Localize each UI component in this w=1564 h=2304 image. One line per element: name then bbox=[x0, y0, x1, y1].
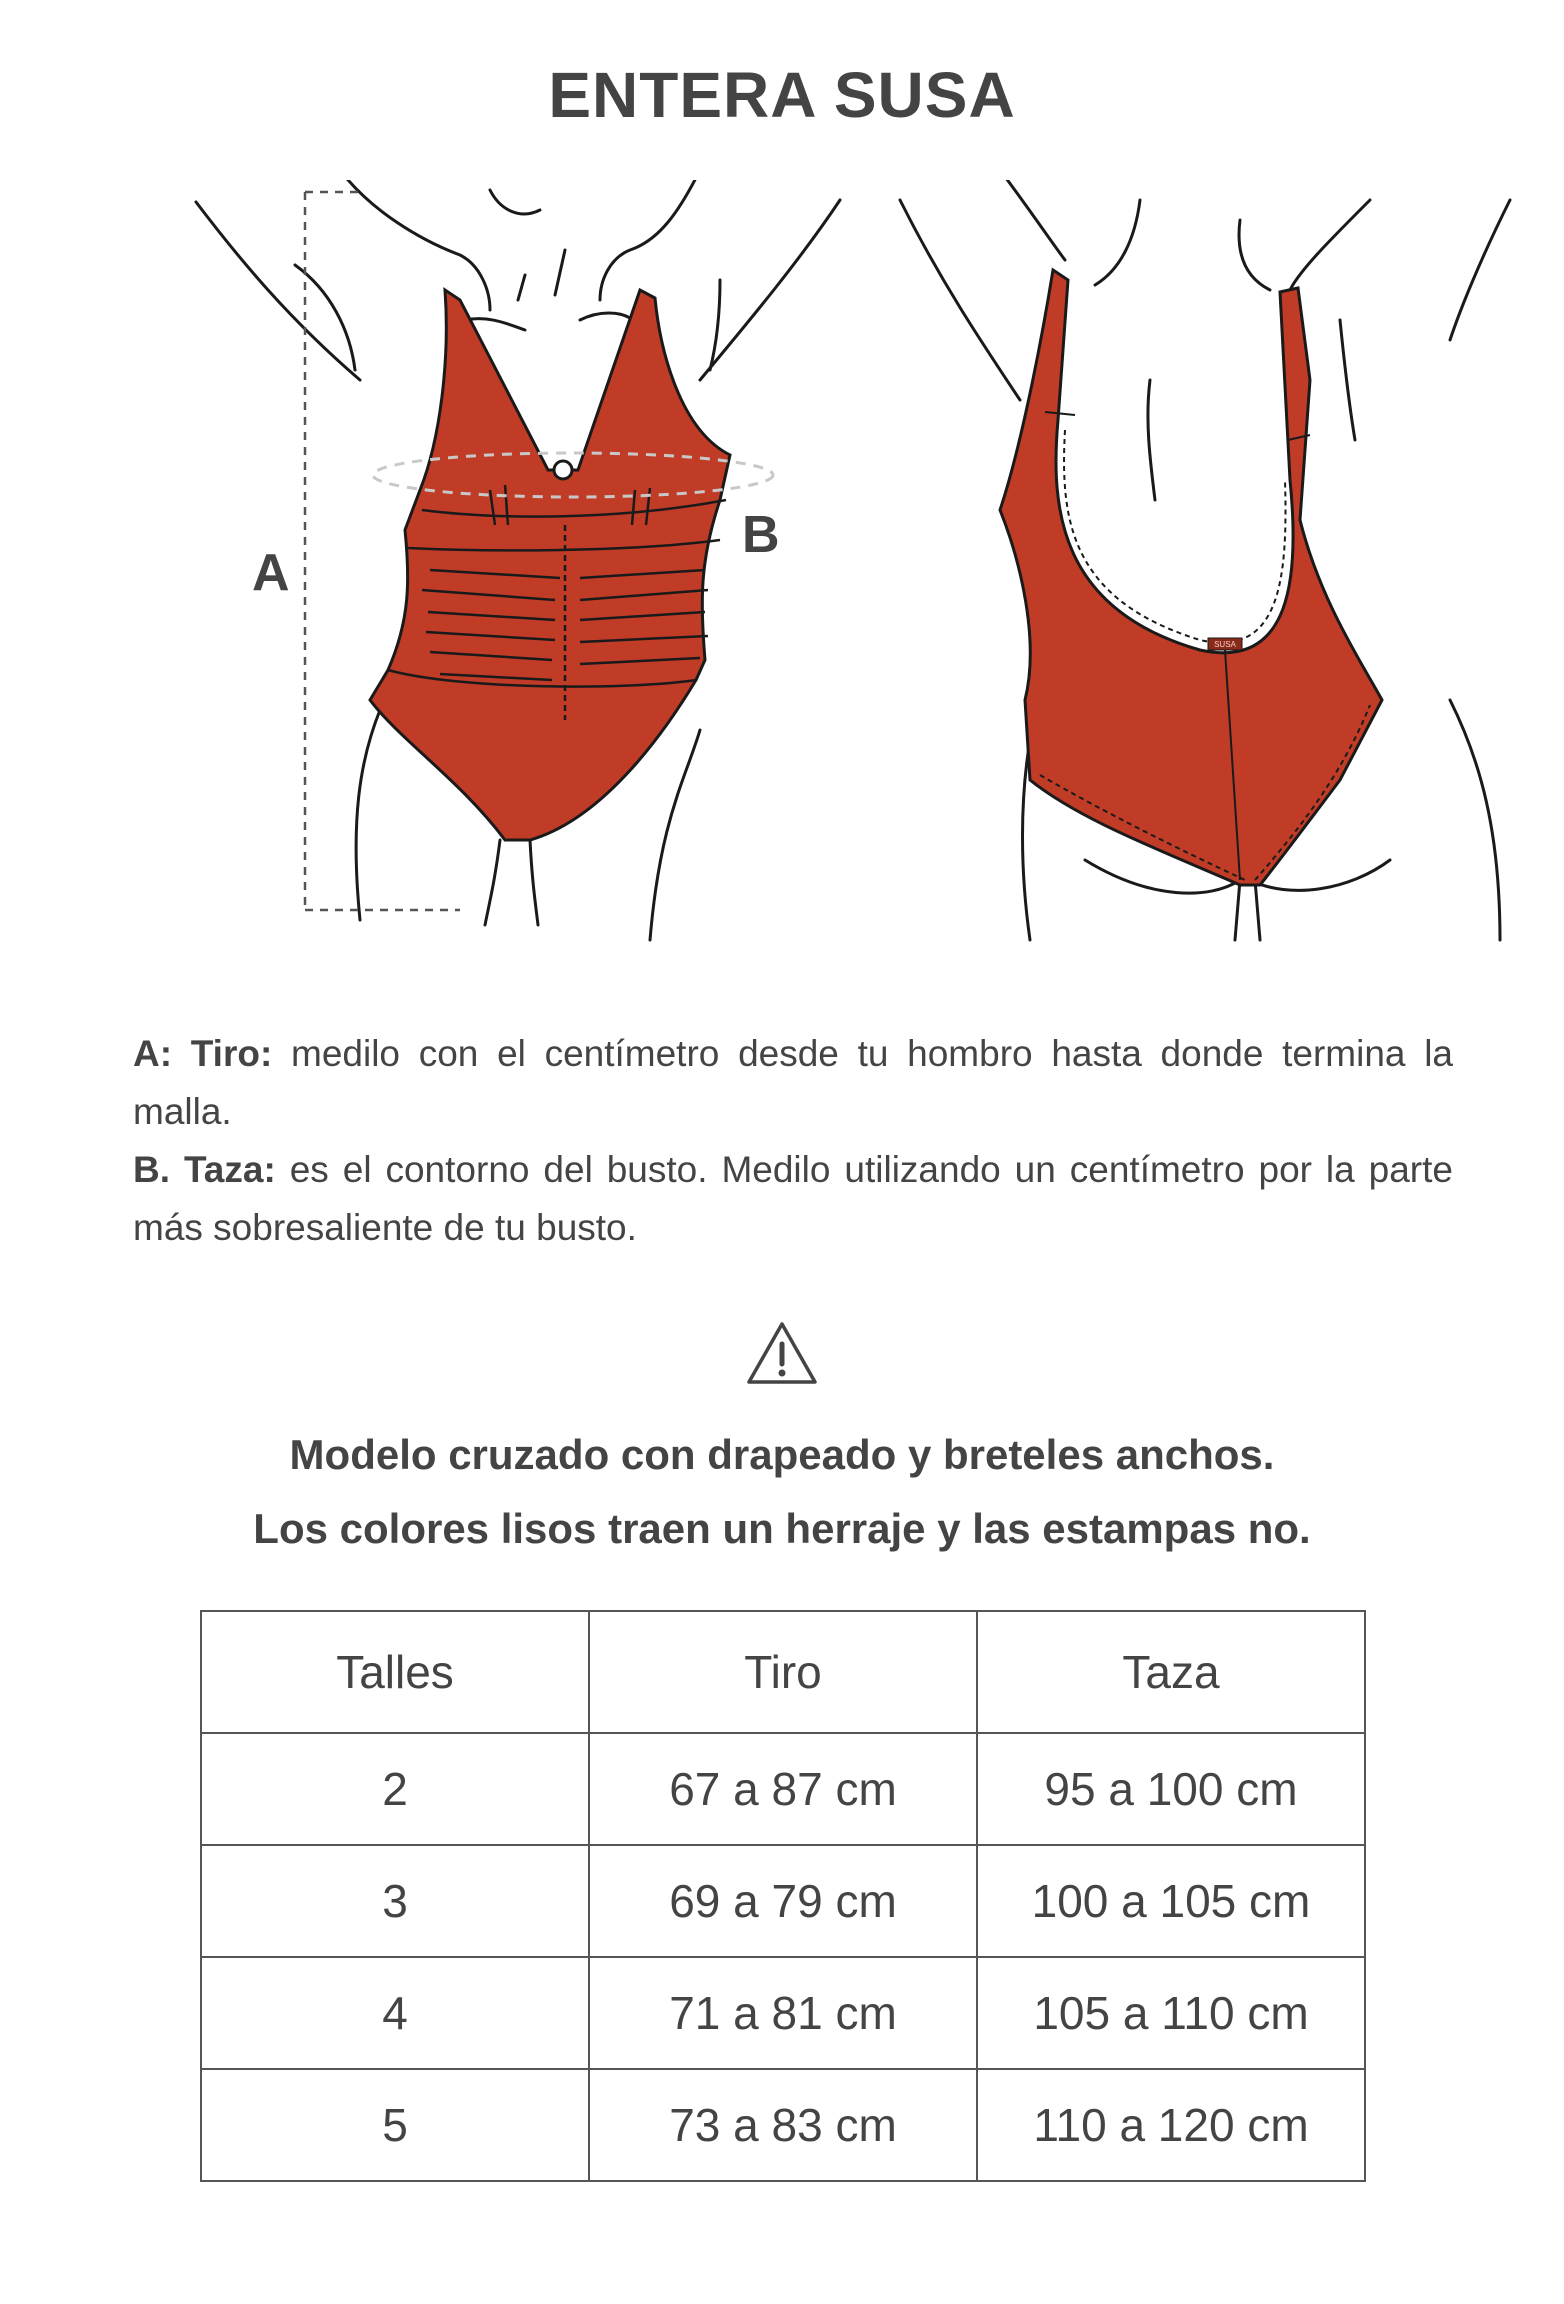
back-neck-right bbox=[1239, 220, 1270, 290]
front-swimsuit bbox=[370, 290, 730, 840]
back-right-leg-outline bbox=[1450, 700, 1500, 940]
front-right-leg-outline bbox=[650, 730, 700, 940]
table-row bbox=[201, 1845, 1365, 1957]
measurement-description bbox=[133, 1025, 1453, 1257]
warning-triangle-icon bbox=[745, 1320, 819, 1386]
back-inner-right-leg bbox=[1255, 880, 1260, 940]
front-collarbone-left bbox=[518, 275, 525, 300]
model-note bbox=[0, 1418, 1564, 1566]
description-a-label: A: Tiro: bbox=[133, 1033, 273, 1074]
back-right-blade bbox=[1340, 320, 1355, 440]
back-inner-left-leg bbox=[1235, 880, 1240, 940]
label-a: A bbox=[252, 544, 290, 602]
cell-talle: 3 bbox=[201, 1845, 589, 1957]
header-talles: Talles bbox=[201, 1611, 589, 1733]
cell-tiro: 69 a 79 cm bbox=[589, 1845, 977, 1957]
front-hardware-ring bbox=[554, 461, 572, 479]
model-note-line-1: Modelo cruzado con drapeado y breteles anchos. bbox=[289, 1431, 1275, 1478]
back-right-arm-outline bbox=[1450, 200, 1510, 340]
cell-tiro: 73 a 83 cm bbox=[589, 2069, 977, 2181]
cell-talle: 2 bbox=[201, 1733, 589, 1845]
cell-tiro: 71 a 81 cm bbox=[589, 1957, 977, 2069]
front-inner-right-leg bbox=[530, 840, 538, 925]
front-inner-left-leg bbox=[485, 840, 500, 925]
table-row bbox=[201, 1733, 1365, 1845]
front-right-shoulder-outline bbox=[600, 180, 700, 300]
swimsuit-measurement-illustration bbox=[160, 180, 1540, 960]
page-title: ENTERA SUSA bbox=[548, 59, 1016, 131]
description-a bbox=[133, 1025, 1453, 1141]
front-left-arm-outline bbox=[196, 202, 360, 380]
front-chest-line-right bbox=[580, 313, 630, 320]
cell-taza: 95 a 100 cm bbox=[977, 1733, 1365, 1845]
back-right-shoulder bbox=[1290, 200, 1370, 290]
table-row bbox=[201, 2069, 1365, 2181]
back-left-arm-outline bbox=[900, 200, 1020, 400]
cell-talle: 4 bbox=[201, 1957, 589, 2069]
cell-tiro: 67 a 87 cm bbox=[589, 1733, 977, 1845]
label-b: B bbox=[742, 506, 780, 564]
cell-taza: 100 a 105 cm bbox=[977, 1845, 1365, 1957]
back-left-shoulder bbox=[1000, 180, 1065, 260]
header-tiro: Tiro bbox=[589, 1611, 977, 1733]
cell-talle: 5 bbox=[201, 2069, 589, 2181]
front-neck-line bbox=[490, 190, 540, 214]
description-a-text: medilo con el centímetro desde tu hombro hasta donde termina la malla. bbox=[133, 1033, 1454, 1132]
description-b bbox=[133, 1141, 1453, 1257]
front-left-leg-outline bbox=[356, 710, 380, 920]
back-brand-tag-text: SUSA bbox=[1214, 640, 1236, 649]
size-table-header bbox=[201, 1611, 1365, 1733]
header-taza: Taza bbox=[977, 1611, 1365, 1733]
cell-taza: 105 a 110 cm bbox=[977, 1957, 1365, 2069]
back-neck-left bbox=[1095, 200, 1140, 285]
back-spine-curve bbox=[1148, 380, 1155, 500]
description-b-label: B. Taza: bbox=[133, 1149, 276, 1190]
size-table bbox=[200, 1610, 1366, 2182]
front-collarbone-right bbox=[555, 250, 565, 295]
description-b-text: es el contorno del busto. Medilo utilizando un centímetro por la parte más sobresaliente de tu busto. bbox=[133, 1149, 1453, 1248]
front-left-shoulder-outline bbox=[340, 180, 490, 310]
model-note-line-2: Los colores lisos traen un herraje y las estampas no. bbox=[253, 1505, 1311, 1552]
back-swimsuit bbox=[1000, 270, 1382, 885]
cell-taza: 110 a 120 cm bbox=[977, 2069, 1365, 2181]
table-row bbox=[201, 1957, 1365, 2069]
